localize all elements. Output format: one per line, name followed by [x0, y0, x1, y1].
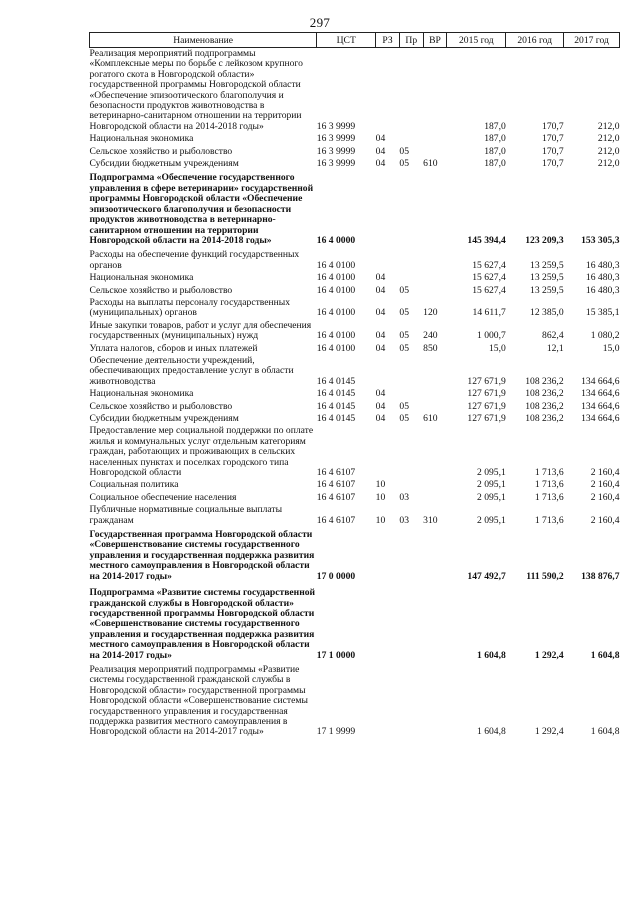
header-pr: Пр	[399, 33, 423, 48]
row-vr	[423, 527, 447, 585]
row-vr	[423, 272, 447, 284]
row-rz: 04	[375, 342, 386, 354]
row-pr	[399, 272, 423, 284]
row-vr	[423, 492, 447, 504]
table-row	[90, 170, 620, 249]
row-amount-2015: 2 095,1	[477, 479, 506, 491]
row-amount-2015: 147 492,7	[467, 570, 506, 582]
row-amount-2017: 2 160,4	[590, 514, 620, 526]
row-amount-2016: 1 713,6	[534, 479, 564, 491]
row-pr	[399, 585, 423, 664]
row-pr: 05	[399, 307, 409, 319]
row-cst: 16 4 0100	[316, 284, 356, 296]
row-vr	[423, 664, 447, 739]
row-name: Социальная политика	[89, 479, 179, 491]
row-name: Реализация мероприятий подпрограммы «Развитие системы государственной гражданской службы в Новгородской области» государственной программы Новгородской области «Совершенствование системы государственного управления и государственная поддержка развития местного самоуправления в Новгородской области на 2014-2017 годы»	[89, 663, 308, 738]
row-amount-2017: 212,0	[597, 120, 620, 132]
row-rz	[376, 425, 400, 479]
row-cst: 17 1 9999	[316, 726, 356, 738]
row-amount-2017: 134 664,6	[581, 375, 620, 387]
row-cst: 16 3 9999	[316, 158, 356, 170]
row-amount-2016: 13 259,5	[530, 259, 564, 271]
row-rz: 04	[375, 284, 386, 296]
row-cst: 16 4 0145	[316, 413, 356, 424]
row-amount-2015: 127 671,9	[467, 388, 506, 400]
row-amount-2017: 1 604,8	[590, 649, 620, 661]
table-header	[90, 33, 620, 48]
row-name: Расходы на выплаты персоналу государственных (муниципальных) органов	[89, 296, 291, 319]
table-row	[90, 492, 620, 504]
row-amount-2016: 108 236,2	[525, 413, 564, 424]
row-amount-2015: 15 627,4	[472, 272, 506, 284]
table-row	[90, 158, 620, 170]
row-rz: 04	[375, 145, 386, 157]
row-vr	[423, 146, 447, 158]
row-pr: 05	[399, 158, 409, 170]
row-rz	[376, 170, 400, 249]
row-cst: 16 4 6107	[316, 491, 356, 503]
row-amount-2015: 1 604,8	[477, 649, 506, 661]
row-name: Уплата налогов, сборов и иных платежей	[89, 342, 258, 354]
row-name: Государственная программа Новгородской области «Совершенствование системы государственного управления и государственная поддержка развития местного самоуправления в Новгородской области на 2014-2017 годы»	[89, 529, 315, 582]
table-row	[90, 413, 620, 425]
table-row	[90, 133, 620, 145]
row-amount-2017: 16 480,3	[585, 259, 620, 271]
row-amount-2015: 2 095,1	[477, 467, 506, 479]
row-cst: 16 4 0145	[316, 388, 356, 400]
table-row	[90, 401, 620, 413]
row-rz	[376, 527, 400, 585]
row-name: Национальная экономика	[89, 133, 194, 145]
row-amount-2016: 13 259,5	[530, 284, 564, 296]
row-amount-2015: 2 095,1	[477, 514, 506, 526]
row-cst: 16 4 0145	[316, 400, 356, 412]
row-amount-2017: 2 160,4	[590, 467, 620, 479]
table-row	[90, 504, 620, 527]
table-row	[90, 425, 620, 479]
row-rz: 04	[375, 158, 386, 170]
row-amount-2016: 108 236,2	[525, 375, 564, 387]
row-amount-2017: 1 080,2	[590, 330, 620, 342]
header-2017: 2017 год	[564, 33, 620, 48]
table-row	[90, 479, 620, 491]
header-2015: 2015 год	[447, 33, 506, 48]
row-name: Субсидии бюджетным учреждениям	[89, 158, 239, 170]
row-pr	[399, 48, 423, 134]
row-rz: 04	[375, 133, 386, 145]
row-amount-2017: 153 305,3	[581, 234, 620, 246]
row-rz	[376, 48, 400, 134]
row-vr	[423, 479, 447, 491]
row-amount-2016: 1 713,6	[534, 467, 564, 479]
row-name: Обеспечение деятельности учреждений, обеспечивающих предоставление услуг в области животноводства	[89, 354, 294, 387]
row-amount-2015: 15 627,4	[472, 259, 506, 271]
row-vr	[423, 249, 447, 272]
row-rz: 04	[375, 400, 386, 412]
row-vr: 610	[423, 158, 438, 170]
row-rz: 10	[375, 514, 386, 526]
row-rz	[376, 249, 400, 272]
row-vr	[423, 585, 447, 664]
row-cst: 16 4 0000	[316, 234, 356, 246]
row-amount-2016: 1 713,6	[534, 491, 564, 503]
row-vr	[423, 285, 447, 297]
table-row	[90, 297, 620, 320]
table-row	[90, 320, 620, 343]
header-rz: РЗ	[376, 33, 400, 48]
row-amount-2017: 2 160,4	[590, 491, 620, 503]
page-number: 297	[309, 15, 331, 30]
row-rz: 10	[375, 479, 386, 491]
row-vr	[423, 48, 447, 134]
row-cst: 16 3 9999	[316, 120, 356, 132]
table-row	[90, 48, 620, 134]
row-vr	[423, 388, 447, 400]
row-vr	[423, 425, 447, 479]
row-name: Сельское хозяйство и рыболовство	[89, 400, 233, 412]
row-name: Национальная экономика	[89, 272, 194, 284]
row-amount-2016: 108 236,2	[525, 388, 564, 400]
row-cst: 16 4 0145	[316, 375, 356, 387]
table-row	[90, 285, 620, 297]
row-pr: 03	[399, 514, 409, 526]
row-amount-2015: 187,0	[484, 145, 506, 157]
row-amount-2017: 212,0	[597, 133, 620, 145]
row-rz: 04	[375, 307, 386, 319]
table-row	[90, 249, 620, 272]
row-amount-2017: 1 604,8	[590, 726, 620, 738]
row-amount-2016: 1 292,4	[534, 649, 564, 661]
table-row	[90, 388, 620, 400]
row-amount-2017: 212,0	[597, 158, 620, 170]
row-cst: 16 4 0100	[316, 259, 356, 271]
row-vr	[423, 355, 447, 388]
row-name: Подпрограмма «Обеспечение государственного управления в сфере ветеринарии» государственной программы Новгородской области «Обеспечение эпизоотического благополучия и безопасности продуктов животноводства в ветеринарно-санитарном отношении на территории Новгородской области на 2014-2018 годы»	[89, 172, 314, 246]
row-vr: 120	[423, 307, 438, 319]
row-amount-2017: 138 876,7	[581, 570, 620, 582]
row-cst: 16 4 6107	[316, 514, 356, 526]
row-name: Иные закупки товаров, работ и услуг для обеспечения государственных (муниципальных) нужд	[89, 319, 312, 342]
row-amount-2016: 170,7	[542, 145, 564, 157]
budget-table	[89, 32, 620, 739]
table-row	[90, 343, 620, 355]
row-amount-2015: 2 095,1	[477, 491, 506, 503]
row-amount-2016: 12 385,0	[530, 307, 564, 319]
row-amount-2016: 170,7	[542, 158, 564, 170]
row-pr	[399, 133, 423, 145]
row-amount-2015: 15 627,4	[472, 284, 506, 296]
row-rz: 04	[375, 272, 386, 284]
row-amount-2015: 145 394,4	[467, 234, 506, 246]
row-cst: 16 4 0100	[316, 330, 356, 342]
row-amount-2015: 14 611,7	[472, 307, 506, 319]
row-name: Реализация мероприятий подпрограммы «Комплексные меры по борьбе с лейкозом крупного рогатого скота в Новгородской области» государственной программы Новгородской области «Обеспечение эпизоотического благополучия и безопасности продуктов животноводства в ветеринарно-санитарном отношении на территории Новгородской области на 2014-2018 годы»	[89, 48, 303, 132]
header-vr: ВР	[423, 33, 447, 48]
row-amount-2017: 15 385,1	[585, 307, 620, 319]
row-amount-2015: 187,0	[484, 120, 506, 132]
row-amount-2017: 2 160,4	[590, 479, 620, 491]
row-name: Расходы на обеспечение функций государственных органов	[89, 249, 300, 271]
row-amount-2016: 12,1	[546, 342, 564, 354]
header-cst: ЦСТ	[317, 33, 376, 48]
table-row	[90, 664, 620, 739]
row-amount-2016: 1 713,6	[534, 514, 564, 526]
row-amount-2015: 1 604,8	[477, 726, 506, 738]
row-vr: 850	[423, 342, 438, 354]
row-pr: 03	[399, 491, 409, 503]
row-amount-2015: 187,0	[484, 133, 506, 145]
row-amount-2017: 134 664,6	[581, 413, 620, 424]
row-rz: 04	[375, 388, 386, 400]
row-pr	[399, 527, 423, 585]
header-name: Наименование	[90, 33, 317, 48]
row-cst: 16 4 0100	[316, 342, 356, 354]
row-pr: 05	[399, 413, 409, 424]
row-vr: 310	[423, 514, 438, 526]
row-cst: 16 3 9999	[316, 145, 356, 157]
row-cst: 16 4 0100	[316, 272, 356, 284]
table-row	[90, 585, 620, 664]
row-amount-2016: 170,7	[542, 133, 564, 145]
row-amount-2017: 134 664,6	[581, 400, 620, 412]
table-row	[90, 146, 620, 158]
table-row	[90, 355, 620, 388]
row-rz	[376, 664, 400, 739]
row-amount-2016: 123 209,3	[525, 234, 564, 246]
row-pr	[399, 249, 423, 272]
row-pr: 05	[399, 400, 409, 412]
row-amount-2015: 187,0	[484, 158, 506, 170]
row-amount-2015: 1 000,7	[477, 330, 506, 342]
row-pr	[399, 425, 423, 479]
row-amount-2016: 170,7	[542, 120, 564, 132]
table-row	[90, 527, 620, 585]
row-pr	[399, 479, 423, 491]
row-name: Субсидии бюджетным учреждениям	[89, 413, 239, 424]
row-cst: 16 3 9999	[316, 133, 356, 145]
row-name: Национальная экономика	[89, 388, 194, 400]
row-vr: 240	[423, 330, 438, 342]
row-name: Сельское хозяйство и рыболовство	[89, 284, 233, 296]
row-rz	[376, 355, 400, 388]
row-pr	[399, 664, 423, 739]
row-cst: 16 4 6107	[316, 467, 356, 479]
table-body	[90, 48, 620, 739]
row-pr	[399, 355, 423, 388]
row-rz: 10	[375, 491, 386, 503]
row-cst: 16 4 6107	[316, 479, 356, 491]
row-name: Подпрограмма «Развитие системы государственной гражданской службы в Новгородской области» государственной программы Новгородской области «Совершенствование системы государственного управления и государственная поддержка развития местного самоуправления в Новгородской области на 2014-2017 годы»	[89, 587, 316, 661]
row-amount-2017: 16 480,3	[585, 284, 620, 296]
row-name: Предоставление мер социальной поддержки по оплате жилья и коммунальных услуг отдельным категориям граждан, работающих и проживающих в сельских населенных пунктах и поселках городского типа Новгородской области	[89, 425, 314, 479]
row-vr	[423, 401, 447, 413]
row-amount-2015: 127 671,9	[467, 400, 506, 412]
row-pr: 05	[399, 342, 409, 354]
row-amount-2017: 134 664,6	[581, 388, 620, 400]
row-amount-2015: 15,0	[488, 342, 506, 354]
row-pr	[399, 388, 423, 400]
row-amount-2016: 862,4	[542, 330, 564, 342]
row-rz: 04	[375, 413, 386, 424]
row-vr	[423, 133, 447, 145]
row-pr	[399, 170, 423, 249]
row-vr: 610	[423, 413, 438, 424]
row-amount-2017: 16 480,3	[585, 272, 620, 284]
row-cst: 17 1 0000	[316, 649, 356, 661]
table-row	[90, 272, 620, 284]
row-cst: 16 4 0100	[316, 307, 356, 319]
row-amount-2016: 1 292,4	[534, 726, 564, 738]
row-amount-2015: 127 671,9	[467, 375, 506, 387]
row-pr: 05	[399, 284, 409, 296]
row-vr	[423, 170, 447, 249]
row-rz	[376, 585, 400, 664]
header-2016: 2016 год	[506, 33, 564, 48]
row-rz: 04	[375, 330, 386, 342]
row-amount-2016: 108 236,2	[525, 400, 564, 412]
row-name: Социальное обеспечение населения	[89, 491, 237, 503]
row-name: Сельское хозяйство и рыболовство	[89, 145, 233, 157]
row-pr: 05	[399, 145, 409, 157]
row-amount-2016: 111 590,2	[526, 570, 564, 582]
row-amount-2017: 212,0	[597, 145, 620, 157]
row-cst: 17 0 0000	[316, 570, 356, 582]
row-name: Публичные нормативные социальные выплаты гражданам	[89, 504, 283, 526]
row-amount-2017: 15,0	[602, 342, 620, 354]
row-pr: 05	[399, 330, 409, 342]
row-amount-2015: 127 671,9	[467, 413, 506, 424]
row-amount-2016: 13 259,5	[530, 272, 564, 284]
